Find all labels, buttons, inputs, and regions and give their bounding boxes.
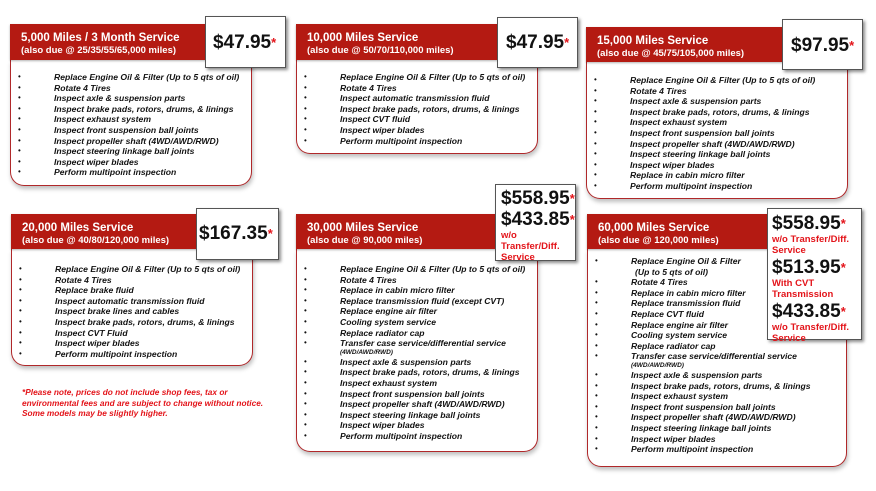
service-item [10,114,252,125]
price-disclaimer: *Please note, prices do not include shop fees, tax or environmental fees and are subject to change without notice. Some models may be slightly higher. [22,387,264,419]
service-item-text: Replace transmission fluid (except CVT) [340,295,505,306]
bullet-icon: • [304,93,307,103]
service-item-text: Cooling system service [340,316,437,327]
bullet-icon: • [304,114,307,124]
asterisk: * [569,191,575,206]
service-item-note: (4WD/AWD/RWD) [340,348,393,356]
service-items-list [296,264,538,442]
service-item-text: Inspect propeller shaft (4WD/AWD/RWD) [340,399,505,410]
bullet-icon: • [594,96,597,106]
service-item [296,357,538,368]
service-item [586,128,848,139]
card-title: 5,000 Miles / 3 Month Service [21,32,180,44]
service-item-text: Perform multipoint inspection [340,430,463,441]
card-title: 15,000 Miles Service [597,35,709,47]
bullet-icon: • [304,316,307,326]
bullet-icon: • [595,308,598,318]
service-item [586,117,848,128]
bullet-icon: • [19,274,22,284]
bullet-icon: • [19,306,22,316]
bullet-icon: • [595,287,598,297]
service-item [296,389,538,400]
service-item-text: Inspect propeller shaft (4WD/AWD/RWD) [630,138,795,149]
service-item-text: Inspect wiper blades [630,159,715,170]
bullet-icon: • [304,388,307,398]
service-item-text: Replace transmission fluid [631,298,741,309]
bullet-icon: • [19,348,22,358]
bullet-icon: • [19,316,22,326]
service-item [586,75,848,86]
service-item-text: Rotate 4 Tires [55,274,112,285]
service-item-text: Inspect propeller shaft (4WD/AWD/RWD) [54,135,219,146]
bullet-icon: • [18,82,21,92]
bullet-icon: • [304,274,307,284]
service-item-text: Inspect automatic transmission fluid [340,93,490,104]
bullet-icon: • [19,338,22,348]
bullet-icon: • [304,306,307,316]
card-subtitle: (also due @ 120,000 miles) [598,235,719,246]
service-item-text: Inspect front suspension ball joints [630,127,775,138]
service-item-text: Inspect exhaust system [630,117,727,128]
service-item-text: Rotate 4 Tires [340,274,397,285]
service-items-list [11,264,253,359]
asterisk: * [564,35,570,50]
bullet-icon: • [595,330,598,340]
service-item [296,125,538,136]
bullet-icon: • [304,338,307,348]
service-item-continuation: (Up to 5 qts of oil) [635,266,709,277]
service-item [586,139,848,150]
service-item [586,86,848,97]
bullet-icon: • [304,264,307,273]
card-subtitle: (also due @ 45/75/105,000 miles) [597,48,745,59]
bullet-icon: • [304,420,307,430]
bullet-icon: • [304,356,307,366]
service-item [296,410,538,421]
service-item [296,317,538,328]
bullet-icon: • [304,399,307,409]
service-item-text: Inspect wiper blades [55,338,140,349]
service-item-text: Perform multipoint inspection [55,348,178,359]
service-item [11,338,253,349]
service-item [296,285,538,296]
bullet-icon: • [304,409,307,419]
price-box-10000 [497,17,578,68]
price-option-2: $513.95* [772,257,846,278]
price-box-5000 [205,16,286,68]
card-title: 30,000 Miles Service [307,222,419,234]
service-item [296,72,538,83]
service-item-text: Inspect brake pads, rotors, drums, & linings [630,106,810,117]
bullet-icon: • [18,114,21,124]
bullet-icon: • [594,106,597,116]
service-item [11,264,253,275]
bullet-icon: • [594,138,597,148]
price-box-30000 [495,184,576,261]
service-item-text: Inspect front suspension ball joints [631,401,776,412]
service-item-text: Replace Engine Oil & Filter (Up to 5 qts of oil) [54,72,240,82]
service-item [296,338,538,357]
bullet-icon: • [19,264,22,273]
price-note: With CVT Transmission [772,278,834,300]
service-item-text: Inspect front suspension ball joints [340,388,485,399]
card-subtitle: (also due @ 50/70/110,000 miles) [307,45,454,56]
service-item [296,367,538,378]
bullet-icon: • [304,124,307,134]
service-item [296,296,538,307]
price-secondary: $433.85* [501,209,575,230]
bullet-icon: • [304,367,307,377]
service-items-list [10,72,252,178]
service-item-text: Inspect steering linkage ball joints [54,146,195,157]
bullet-icon: • [18,156,21,166]
bullet-icon: • [18,167,21,177]
service-item-text: Inspect exhaust system [631,391,728,402]
price-note: w/o Transfer/Diff. Service [772,234,850,256]
bullet-icon: • [19,327,22,337]
service-item [587,381,847,392]
asterisk: * [569,212,575,227]
price-note: w/o Transfer/Diff. Service [772,322,850,344]
service-item [10,167,252,178]
service-item [587,434,847,445]
service-items-list [296,72,538,146]
service-item-text: Inspect steering linkage ball joints [340,409,481,420]
card-header [10,24,212,60]
bullet-icon: • [304,295,307,305]
service-item [296,306,538,317]
service-item [587,370,847,381]
service-item [587,391,847,402]
bullet-icon: • [594,180,597,190]
card-subtitle: (also due @ 25/35/55/65,000 miles) [21,45,177,56]
service-item [10,72,252,83]
bullet-icon: • [594,127,597,137]
bullet-icon: • [304,82,307,92]
bullet-icon: • [595,380,598,390]
service-item [11,306,253,317]
service-item [296,114,538,125]
service-item-text: Replace radiator cap [340,327,425,338]
service-item-text: Cooling system service [631,330,728,341]
service-item [10,146,252,157]
price-option-1: $558.95* [772,213,846,234]
bullet-icon: • [18,93,21,103]
bullet-icon: • [304,103,307,113]
card-header [586,27,788,62]
service-item [296,136,538,147]
service-item [10,93,252,104]
bullet-icon: • [594,170,597,180]
asterisk: * [840,260,846,275]
service-item [11,328,253,339]
service-item-text: Replace CVT fluid [631,308,705,319]
service-item [586,107,848,118]
bullet-icon: • [595,369,598,379]
service-item-text: Inspect steering linkage ball joints [630,149,771,160]
service-item-text: Inspect exhaust system [54,114,151,125]
bullet-icon: • [19,295,22,305]
bullet-icon: • [18,146,21,156]
bullet-icon: • [595,298,598,308]
card-title: 10,000 Miles Service [307,32,419,44]
card-header [296,214,498,249]
service-item-text: Inspect brake pads, rotors, drums, & linings [340,103,520,114]
bullet-icon: • [595,391,598,401]
service-item-text: Perform multipoint inspection [340,135,463,146]
service-item-text: Replace Engine Oil & Filter [631,256,741,266]
service-item-text: Inspect brake pads, rotors, drums, & linings [340,367,520,378]
bullet-icon: • [595,422,598,432]
bullet-icon: • [595,319,598,329]
service-item-text: Inspect axle & suspension parts [54,93,186,104]
price: $47.95* [213,32,277,53]
service-item-text: Inspect wiper blades [631,433,716,444]
price-option-3: $433.85* [772,301,846,322]
asterisk: * [840,304,846,319]
service-item-text: Inspect brake pads, rotors, drums, & linings [54,103,234,114]
service-item-text: Inspect axle & suspension parts [631,369,763,380]
service-item-text: Rotate 4 Tires [631,277,688,288]
service-item [587,402,847,413]
service-item-text: Perform multipoint inspection [630,180,753,191]
service-item [587,444,847,455]
service-item [586,149,848,160]
asterisk: * [271,35,277,50]
service-item [296,420,538,431]
service-item-text: Inspect front suspension ball joints [54,124,199,135]
service-item [11,275,253,286]
service-item-text: Replace engine air filter [631,319,728,330]
service-item-text: Inspect CVT fluid [340,114,411,125]
service-item [296,83,538,94]
bullet-icon: • [595,433,598,443]
bullet-icon: • [18,135,21,145]
service-item-text: Inspect brake lines and cables [55,306,180,317]
bullet-icon: • [594,149,597,159]
service-item [10,104,252,115]
price: $167.35* [199,223,273,244]
service-item-text: Rotate 4 Tires [630,85,687,96]
service-item-text: Replace Engine Oil & Filter (Up to 5 qts of oil) [630,75,816,85]
service-item-text: Inspect axle & suspension parts [340,356,472,367]
bullet-icon: • [595,256,598,265]
price: $47.95* [506,32,570,53]
bullet-icon: • [595,401,598,411]
bullet-icon: • [595,277,598,287]
bullet-icon: • [595,351,598,361]
service-item [11,285,253,296]
service-item-text: Inspect propeller shaft (4WD/AWD/RWD) [631,412,796,423]
service-item-text: Inspect steering linkage ball joints [631,422,772,433]
bullet-icon: • [595,340,598,350]
service-item [586,96,848,107]
service-item [587,423,847,434]
service-item [296,431,538,442]
service-item-text: Rotate 4 Tires [340,82,397,93]
card-subtitle: (also due @ 90,000 miles) [307,235,423,246]
service-item [10,125,252,136]
bullet-icon: • [18,72,21,81]
service-item-text: Replace in cabin micro filter [630,170,745,181]
asterisk: * [267,226,273,241]
bullet-icon: • [304,377,307,387]
card-title: 60,000 Miles Service [598,222,710,234]
service-item [10,83,252,94]
asterisk: * [849,38,855,53]
service-item [296,378,538,389]
service-item [10,157,252,168]
service-item [296,275,538,286]
service-item-text: Inspect brake pads, rotors, drums, & linings [55,316,235,327]
price-primary: $558.95* [501,188,575,209]
service-item-text: Replace Engine Oil & Filter (Up to 5 qts of oil) [340,72,526,82]
asterisk: * [840,216,846,231]
service-item-text: Replace Engine Oil & Filter (Up to 5 qts of oil) [340,264,526,274]
service-item [586,160,848,171]
price-box-20000 [196,208,279,260]
card-header [587,214,772,249]
bullet-icon: • [594,159,597,169]
service-item [296,328,538,339]
service-item [11,296,253,307]
service-item [11,317,253,328]
service-items-list [586,75,848,192]
service-item-text: Inspect wiper blades [340,124,425,135]
service-item-text: Inspect wiper blades [54,156,139,167]
bullet-icon: • [304,430,307,440]
service-item [296,264,538,275]
bullet-icon: • [304,135,307,145]
price-note: w/o Transfer/Diff. Service [501,230,560,263]
service-item-text: Inspect wiper blades [340,420,425,431]
service-item [586,181,848,192]
card-subtitle: (also due @ 40/80/120,000 miles) [22,235,170,246]
service-item-text: Inspect automatic transmission fluid [55,295,205,306]
service-item [296,93,538,104]
bullet-icon: • [595,412,598,422]
bullet-icon: • [304,327,307,337]
card-header [11,214,213,249]
service-item-text: Perform multipoint inspection [631,444,754,455]
bullet-icon: • [18,103,21,113]
service-item [10,136,252,147]
service-item-text: Inspect brake pads, rotors, drums, & linings [631,380,811,391]
bullet-icon: • [304,285,307,295]
service-item-text: Inspect CVT Fluid [55,327,128,338]
bullet-icon: • [595,444,598,454]
price-box-60000 [767,208,862,344]
service-item-text: Replace brake fluid [55,285,134,296]
service-item-text: Replace radiator cap [631,340,716,351]
bullet-icon: • [594,85,597,95]
card-header [296,24,498,60]
service-item [11,349,253,360]
bullet-icon: • [594,117,597,127]
service-item [586,170,848,181]
service-item [296,104,538,115]
service-item [587,412,847,423]
service-item [587,351,847,370]
service-item-text: Rotate 4 Tires [54,82,111,93]
service-item-text: Replace in cabin micro filter [340,285,455,296]
service-item-text: Replace Engine Oil & Filter (Up to 5 qts of oil) [55,264,241,274]
service-item-text: Replace engine air filter [340,306,437,317]
price-box-15000 [782,19,863,70]
bullet-icon: • [594,75,597,84]
service-item-text: Replace in cabin micro filter [631,287,746,298]
service-item-note: (4WD/AWD/RWD) [631,361,684,369]
service-item [296,399,538,410]
service-item-text: Transfer case service/differential service [340,338,506,349]
bullet-icon: • [18,124,21,134]
bullet-icon: • [304,72,307,81]
service-item-text: Perform multipoint inspection [54,167,177,178]
card-title: 20,000 Miles Service [22,222,134,234]
price: $97.95* [791,35,855,56]
service-item-text: Transfer case service/differential service [631,351,797,362]
service-item-text: Inspect exhaust system [340,377,437,388]
bullet-icon: • [19,285,22,295]
service-item-text: Inspect axle & suspension parts [630,96,762,107]
